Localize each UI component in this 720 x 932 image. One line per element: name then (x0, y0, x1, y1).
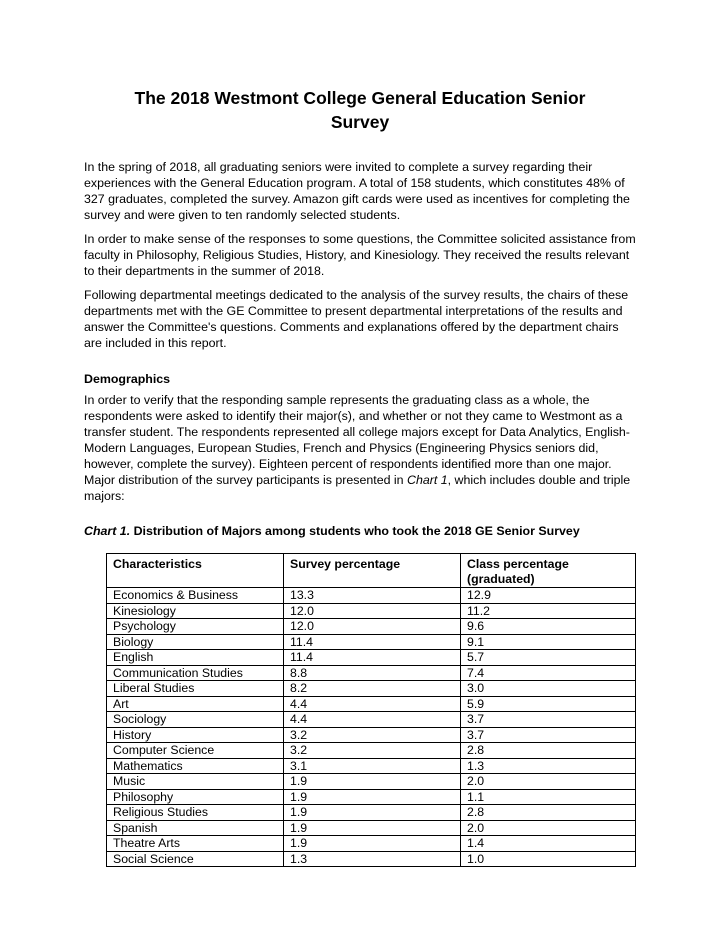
table-cell: Art (107, 696, 284, 712)
table-cell: 4.4 (284, 696, 461, 712)
chart-caption (84, 523, 636, 539)
table-cell: 12.9 (461, 588, 636, 604)
table-row (107, 851, 636, 867)
table-row (107, 650, 636, 666)
table-row (107, 774, 636, 790)
table-cell: 5.7 (461, 650, 636, 666)
table-cell: 3.2 (284, 743, 461, 759)
chart-reference: Chart 1 (407, 473, 448, 487)
table-cell: Social Science (107, 851, 284, 867)
table-row (107, 634, 636, 650)
column-header: Characteristics (107, 554, 284, 588)
table-row (107, 743, 636, 759)
table-cell: 1.3 (284, 851, 461, 867)
table-cell: 8.2 (284, 681, 461, 697)
table-header-row (107, 554, 636, 588)
table-cell: 7.4 (461, 665, 636, 681)
table-cell: 3.0 (461, 681, 636, 697)
table-cell: 2.0 (461, 820, 636, 836)
table-row (107, 696, 636, 712)
table-cell: 1.4 (461, 836, 636, 852)
demographics-text-end: , which includes double and triple majors: (84, 473, 631, 503)
chart-caption-text: Distribution of Majors among students who took the 2018 GE Senior Survey (130, 524, 580, 538)
table-cell: History (107, 727, 284, 743)
table-cell: 1.9 (284, 774, 461, 790)
majors-table (106, 553, 636, 867)
table-row (107, 665, 636, 681)
table-cell: Communication Studies (107, 665, 284, 681)
intro-paragraph: In the spring of 2018, all graduating seniors were invited to complete a survey regarding their experiences with the General Education program. A total of 158 students, which constitutes 48% of 327 graduates, completed the survey. Amazon gift cards were used as incentives for completing the survey and were given to ten randomly selected students. (84, 160, 630, 222)
table-cell: 1.9 (284, 789, 461, 805)
demographics-heading: Demographics (84, 372, 171, 386)
column-header: Class percentage (graduated) (461, 554, 636, 588)
table-row (107, 789, 636, 805)
table-cell: 11.2 (461, 603, 636, 619)
table-cell: Spanish (107, 820, 284, 836)
table-cell: Kinesiology (107, 603, 284, 619)
demographics-text: In order to verify that the responding sample represents the graduating class as a whole, the respondents were asked to identify their major(s), and whether or not they came to Westmont as a transfer student. The respondents represented all college majors except for Data Analytics, English-Modern Languages, European Studies, French and Physics (Engineering Physics seniors did, however, complete the survey). Eighteen percent of respondents identified more than one major. Major distribution of the survey participants is presented in (84, 393, 630, 487)
table-cell: 9.6 (461, 619, 636, 635)
table-cell: 11.4 (284, 650, 461, 666)
document-page (84, 0, 636, 867)
table-cell: Music (107, 774, 284, 790)
table-cell: 5.9 (461, 696, 636, 712)
table-cell: 11.4 (284, 634, 461, 650)
table-row (107, 758, 636, 774)
chart-caption-label: Chart 1. (84, 524, 131, 538)
table-cell: 1.1 (461, 789, 636, 805)
table-cell: Sociology (107, 712, 284, 728)
table-cell: 2.0 (461, 774, 636, 790)
table-cell: 12.0 (284, 603, 461, 619)
table-cell: Religious Studies (107, 805, 284, 821)
table-cell: 2.8 (461, 743, 636, 759)
table-cell: 12.0 (284, 619, 461, 635)
table-cell: Theatre Arts (107, 836, 284, 852)
table-row (107, 588, 636, 604)
table-row (107, 603, 636, 619)
table-cell: Philosophy (107, 789, 284, 805)
column-header: Survey percentage (284, 554, 461, 588)
table-cell: Mathematics (107, 758, 284, 774)
table-cell: 9.1 (461, 634, 636, 650)
table-cell: 3.2 (284, 727, 461, 743)
table-row (107, 727, 636, 743)
table-cell: 3.7 (461, 712, 636, 728)
table-cell: 1.9 (284, 805, 461, 821)
document-title: The 2018 Westmont College General Education Senior Survey (134, 88, 586, 132)
table-row (107, 820, 636, 836)
table-cell: 2.8 (461, 805, 636, 821)
table-cell: Computer Science (107, 743, 284, 759)
demographics-paragraph (84, 392, 636, 504)
table-row (107, 712, 636, 728)
table-row (107, 681, 636, 697)
table-cell: 13.3 (284, 588, 461, 604)
table-cell: Psychology (107, 619, 284, 635)
table-cell: Biology (107, 634, 284, 650)
table-cell: Economics & Business (107, 588, 284, 604)
table-cell: 1.9 (284, 836, 461, 852)
methods-paragraph: In order to make sense of the responses to some questions, the Committee solicited assistance from faculty in Philosophy, Religious Studies, History, and Kinesiology. They received the results relevant to their departments in the summer of 2018. (84, 232, 636, 278)
table-cell: 3.7 (461, 727, 636, 743)
table-cell: 1.9 (284, 820, 461, 836)
followup-paragraph: Following departmental meetings dedicated to the analysis of the survey results, the chairs of these departments met with the GE Committee to present departmental interpretations of the results and answer the Committee's questions. Comments and explanations offered by the department chairs are included in this report. (84, 288, 629, 350)
table-row (107, 619, 636, 635)
table-cell: 1.0 (461, 851, 636, 867)
table-row (107, 805, 636, 821)
table-body (107, 588, 636, 867)
table-row (107, 836, 636, 852)
table-cell: 3.1 (284, 758, 461, 774)
table-cell: English (107, 650, 284, 666)
table-cell: 8.8 (284, 665, 461, 681)
table-cell: 1.3 (461, 758, 636, 774)
table-cell: 4.4 (284, 712, 461, 728)
table-cell: Liberal Studies (107, 681, 284, 697)
